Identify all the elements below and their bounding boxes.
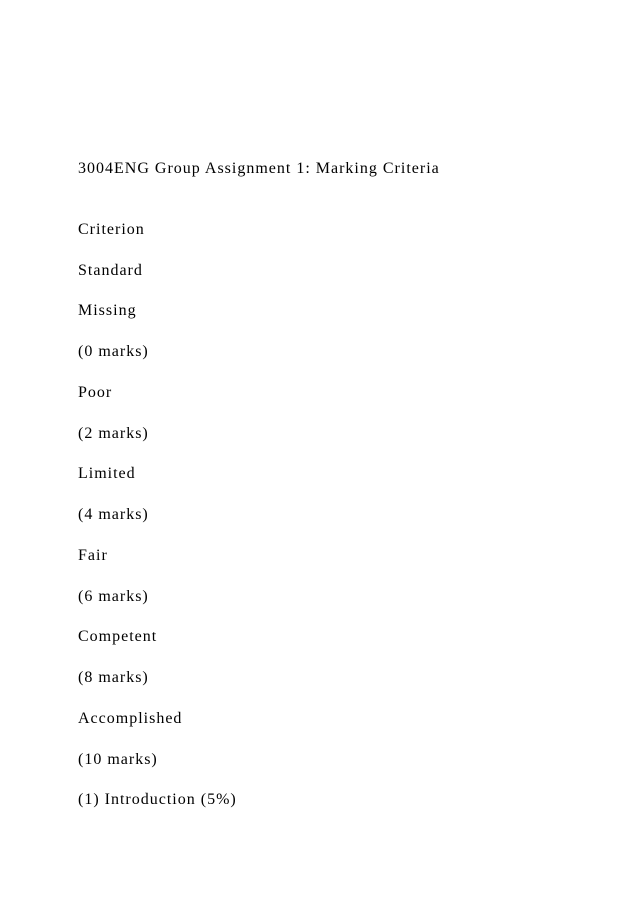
text-line-competent: Competent	[78, 628, 158, 645]
text-line-competent-marks: (8 marks)	[78, 669, 149, 686]
text-line-accomplished-marks: (10 marks)	[78, 751, 158, 768]
text-line-criterion: Criterion	[78, 221, 145, 238]
text-line-limited: Limited	[78, 465, 136, 482]
text-line-poor-marks: (2 marks)	[78, 425, 149, 442]
text-line-standard: Standard	[78, 262, 143, 279]
text-line-fair-marks: (6 marks)	[78, 588, 149, 605]
text-line-limited-marks: (4 marks)	[78, 506, 149, 523]
text-line-fair: Fair	[78, 547, 108, 564]
text-line-missing: Missing	[78, 302, 137, 319]
text-line-introduction: (1) Introduction (5%)	[78, 791, 237, 808]
document-title: 3004ENG Group Assignment 1: Marking Criteria	[78, 160, 440, 177]
text-line-poor: Poor	[78, 384, 113, 401]
text-line-missing-marks: (0 marks)	[78, 343, 149, 360]
text-line-accomplished: Accomplished	[78, 710, 183, 727]
